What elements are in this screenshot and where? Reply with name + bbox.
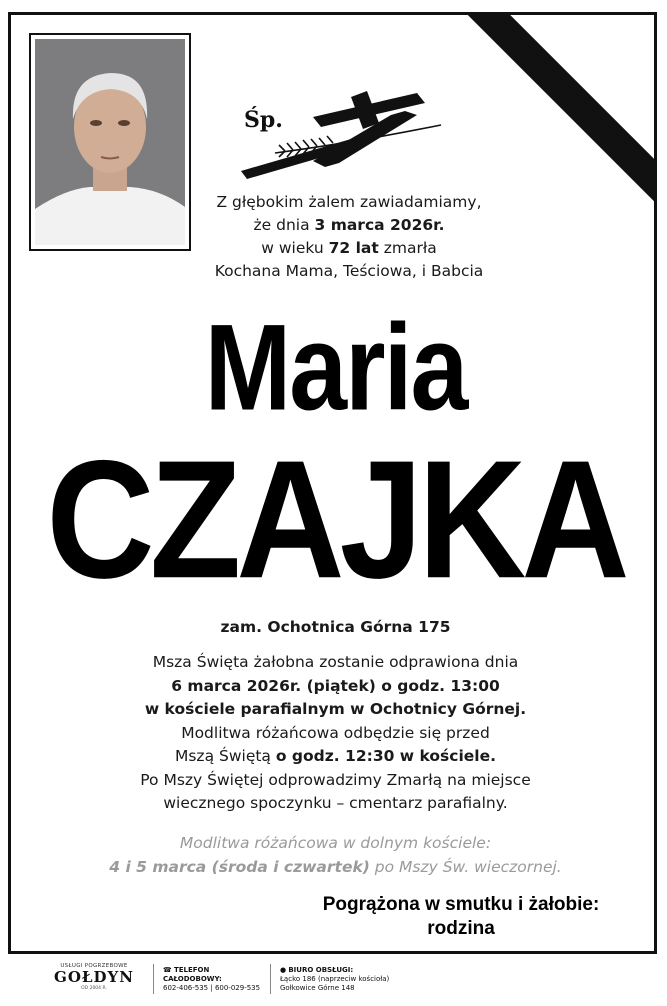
- location-pin-icon: ●: [280, 966, 287, 974]
- mourning-frame: [8, 12, 657, 954]
- intro-line: Z głębokim żalem zawiadamiamy,: [216, 193, 482, 211]
- mourners-line: Pogrążona w smutku i żałobie:: [322, 894, 600, 915]
- ceremony-line: Modlitwa różańcowa odbędzie się przed: [181, 723, 490, 742]
- funeral-details: [11, 651, 657, 816]
- deceased-first-name: Maria: [204, 299, 467, 437]
- deceased-last-name: CZAJKA: [46, 424, 625, 614]
- funeral-home-footer: [0, 958, 667, 1000]
- announcement-text: [199, 191, 499, 283]
- funeral-date: 6 marca 2026r. (piątek) o godz. 13:00: [171, 676, 500, 695]
- intro-age-line: w wieku 72 lat zmarła: [261, 239, 437, 257]
- cross-symbol: [241, 85, 451, 185]
- intro-relation-line: Kochana Mama, Teściowa, i Babcia: [214, 262, 484, 280]
- funeral-home-logo: USŁUGI POGRZEBOWE GOŁDYN OD 2004 R.: [54, 963, 134, 991]
- mourning-ribbon: [447, 12, 657, 207]
- portrait-frame: [29, 33, 191, 251]
- mourners-signature: [301, 893, 621, 941]
- cross-icon: [241, 91, 425, 179]
- rosary-notice: [11, 832, 657, 879]
- funeral-place: w kościele parafialnym w Ochotnicy Górnej.: [144, 700, 527, 718]
- rosary-line: Modlitwa różańcowa w dolnym kościele:: [179, 834, 492, 852]
- rosary-dates-line: 4 i 5 marca (środa i czwartek) po Mszy Św. wieczornej.: [109, 857, 562, 876]
- office-address: ● BIURO OBSŁUGI: Łącko 186 (naprzeciw kościoła) Gołkowice Górne 148: [280, 966, 390, 992]
- intro-date-line: że dnia 3 marca 2026r.: [253, 216, 445, 234]
- mourners-family: rodzina: [427, 918, 495, 939]
- ceremony-line: Po Mszy Świętej odprowadzimy Zmarłą na miejsce: [140, 770, 531, 789]
- ceremony-line: wiecznego spoczynku – cmentarz parafialny.: [163, 794, 508, 812]
- death-date: 3 marca 2026r.: [314, 216, 445, 234]
- sp-abbreviation: Śp.: [244, 107, 283, 133]
- footer-divider: [153, 964, 154, 994]
- rosary-time-line: Mszą Świętą o godz. 12:30 w kościele.: [174, 747, 496, 765]
- phone-numbers: 602-406-535 | 600-029-535: [163, 984, 261, 992]
- footer-divider: [270, 964, 271, 994]
- phone-icon: ☎: [163, 966, 172, 974]
- deceased-address: zam. Ochotnica Górna 175: [220, 618, 451, 636]
- laurel-icon: [275, 125, 441, 157]
- portrait-photo: [35, 39, 185, 245]
- ceremony-line: Msza Święta żałobna zostanie odprawiona dnia: [152, 653, 519, 671]
- phone-contact: ☎ TELEFON CAŁODOBOWY: 602-406-535 | 600-029-535: [163, 958, 263, 1006]
- age: 72 lat: [328, 239, 379, 257]
